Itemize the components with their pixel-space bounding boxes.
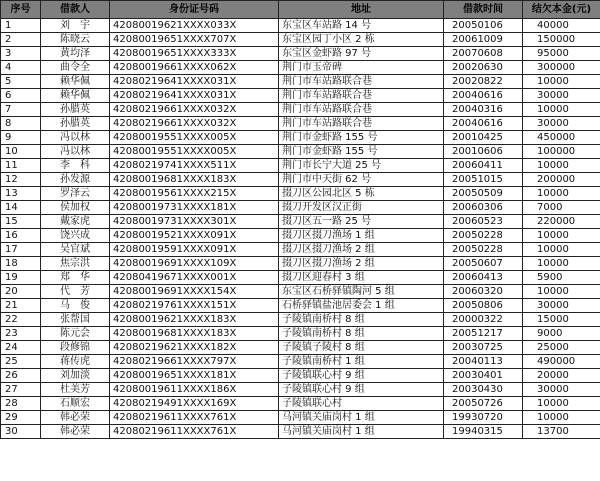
cell-address: 荆门市金虾路 155 号 — [279, 145, 444, 159]
cell-id-number: 42080219611XXXX761X — [110, 425, 279, 439]
cell-borrower: 黄均泽 — [41, 47, 110, 61]
table-row — [1, 341, 600, 355]
table-row — [1, 243, 600, 257]
cell-address: 子陵镇南桥村 1 组 — [279, 355, 444, 369]
cell-loan-date: 20051217 — [444, 327, 523, 341]
cell-index: 6 — [1, 89, 41, 103]
cell-loan-date: 20030725 — [444, 341, 523, 355]
cell-index: 2 — [1, 33, 41, 47]
cell-id-number: 42080019551XXXX005X — [110, 131, 279, 145]
cell-id-number: 42080019731XXXX301X — [110, 215, 279, 229]
cell-id-number: 42080019621XXXX033X — [110, 19, 279, 33]
cell-borrower: 韩必荣 — [41, 425, 110, 439]
cell-borrower: 孙发源 — [41, 173, 110, 187]
cell-id-number: 42080019731XXXX181X — [110, 201, 279, 215]
cell-id-number: 42080219661XXXX032X — [110, 103, 279, 117]
cell-index: 30 — [1, 425, 41, 439]
cell-address: 掇刀区五一路 25 号 — [279, 215, 444, 229]
cell-id-number: 42080019651XXXX181X — [110, 369, 279, 383]
header-loan-date: 借款时间 — [444, 1, 523, 19]
cell-borrower: 曲令全 — [41, 61, 110, 75]
cell-address: 子陵镇联心村 9 组 — [279, 383, 444, 397]
cell-index: 16 — [1, 229, 41, 243]
cell-address: 子陵镇联心村 — [279, 397, 444, 411]
cell-borrower: 陈晓云 — [41, 33, 110, 47]
cell-principal: 20000 — [523, 369, 600, 383]
cell-borrower: 孙腊英 — [41, 117, 110, 131]
table-row — [1, 33, 600, 47]
table-row — [1, 103, 600, 117]
cell-index: 21 — [1, 299, 41, 313]
cell-address: 子陵镇子陵村 8 组 — [279, 341, 444, 355]
cell-index: 24 — [1, 341, 41, 355]
cell-index: 15 — [1, 215, 41, 229]
table-row — [1, 313, 600, 327]
cell-principal: 10000 — [523, 411, 600, 425]
cell-id-number: 42080219661XXXX032X — [110, 117, 279, 131]
cell-id-number: 42080219641XXXX031X — [110, 89, 279, 103]
cell-borrower: 赖华佩 — [41, 75, 110, 89]
cell-id-number: 42080019691XXXX154X — [110, 285, 279, 299]
cell-id-number: 42080019691XXXX109X — [110, 257, 279, 271]
cell-principal: 5900 — [523, 271, 600, 285]
table-row — [1, 411, 600, 425]
table-row — [1, 397, 600, 411]
cell-address: 子陵镇南桥村 8 组 — [279, 313, 444, 327]
cell-principal: 40000 — [523, 19, 600, 33]
cell-loan-date: 20020822 — [444, 75, 523, 89]
cell-id-number: 42080019651XXXX707X — [110, 33, 279, 47]
cell-principal: 30000 — [523, 89, 600, 103]
cell-index: 1 — [1, 19, 41, 33]
table-row — [1, 131, 600, 145]
cell-loan-date: 20060411 — [444, 159, 523, 173]
table-row — [1, 145, 600, 159]
cell-borrower: 饶兴成 — [41, 229, 110, 243]
cell-borrower: 杜美芳 — [41, 383, 110, 397]
table-row — [1, 229, 600, 243]
cell-loan-date: 20060523 — [444, 215, 523, 229]
cell-borrower: 刘加淡 — [41, 369, 110, 383]
cell-principal: 10000 — [523, 397, 600, 411]
cell-index: 4 — [1, 61, 41, 75]
cell-id-number: 42080019551XXXX005X — [110, 145, 279, 159]
cell-address: 荆门市车站路联合巷 — [279, 89, 444, 103]
table-row — [1, 271, 600, 285]
cell-loan-date: 20050726 — [444, 397, 523, 411]
table-row — [1, 61, 600, 75]
cell-index: 3 — [1, 47, 41, 61]
table-row — [1, 117, 600, 131]
cell-address: 荆门市中天街 62 号 — [279, 173, 444, 187]
cell-borrower: 郑 华 — [41, 271, 110, 285]
cell-index: 9 — [1, 131, 41, 145]
cell-address: 掇刀区公园北区 5 栋 — [279, 187, 444, 201]
table-header-row — [1, 1, 600, 19]
cell-loan-date: 20020630 — [444, 61, 523, 75]
cell-loan-date: 20000322 — [444, 313, 523, 327]
cell-principal: 30000 — [523, 383, 600, 397]
cell-borrower: 罗泽云 — [41, 187, 110, 201]
cell-principal: 150000 — [523, 33, 600, 47]
cell-borrower: 侯加权 — [41, 201, 110, 215]
table-body — [1, 19, 600, 439]
cell-index: 10 — [1, 145, 41, 159]
cell-principal: 10000 — [523, 103, 600, 117]
cell-address: 子陵镇南桥村 8 组 — [279, 327, 444, 341]
cell-borrower: 马 俊 — [41, 299, 110, 313]
cell-borrower: 冯以林 — [41, 145, 110, 159]
cell-principal: 10000 — [523, 159, 600, 173]
table-row — [1, 215, 600, 229]
cell-index: 17 — [1, 243, 41, 257]
cell-borrower: 陈元会 — [41, 327, 110, 341]
cell-loan-date: 20050106 — [444, 19, 523, 33]
cell-index: 8 — [1, 117, 41, 131]
cell-principal: 10000 — [523, 285, 600, 299]
cell-address: 东宝区石桥驿镇陶河 5 组 — [279, 285, 444, 299]
cell-loan-date: 19930720 — [444, 411, 523, 425]
table-row — [1, 47, 600, 61]
cell-index: 19 — [1, 271, 41, 285]
cell-id-number: 42080219661XXXX797X — [110, 355, 279, 369]
header-address: 地址 — [279, 1, 444, 19]
cell-loan-date: 20060413 — [444, 271, 523, 285]
cell-loan-date: 20050509 — [444, 187, 523, 201]
cell-borrower: 段修锦 — [41, 341, 110, 355]
cell-address: 东宝区园丁小区 2 栋 — [279, 33, 444, 47]
cell-index: 13 — [1, 187, 41, 201]
table-row — [1, 201, 600, 215]
cell-index: 20 — [1, 285, 41, 299]
cell-address: 石桥驿镇盐池居委会 1 组 — [279, 299, 444, 313]
cell-loan-date: 20050228 — [444, 229, 523, 243]
cell-borrower: 李 科 — [41, 159, 110, 173]
cell-index: 25 — [1, 355, 41, 369]
cell-borrower: 焦宗洪 — [41, 257, 110, 271]
cell-id-number: 42080219621XXXX182X — [110, 341, 279, 355]
cell-loan-date: 20030430 — [444, 383, 523, 397]
cell-address: 子陵镇联心村 9 组 — [279, 369, 444, 383]
cell-loan-date: 20040316 — [444, 103, 523, 117]
cell-principal: 15000 — [523, 313, 600, 327]
cell-index: 18 — [1, 257, 41, 271]
cell-borrower: 戴家虎 — [41, 215, 110, 229]
cell-id-number: 42080019591XXXX091X — [110, 243, 279, 257]
cell-index: 14 — [1, 201, 41, 215]
cell-id-number: 42080019611XXXX186X — [110, 383, 279, 397]
cell-principal: 100000 — [523, 145, 600, 159]
table-row — [1, 75, 600, 89]
cell-id-number: 42080019521XXXX091X — [110, 229, 279, 243]
cell-loan-date: 20050607 — [444, 257, 523, 271]
cell-address: 掇刀开发区汉正街 — [279, 201, 444, 215]
cell-id-number: 42080019651XXXX333X — [110, 47, 279, 61]
cell-address: 掇刀区掇刀渔场 2 组 — [279, 243, 444, 257]
cell-index: 5 — [1, 75, 41, 89]
cell-address: 马河镇关庙岗村 1 组 — [279, 425, 444, 439]
cell-address: 马河镇关庙岗村 1 组 — [279, 411, 444, 425]
cell-principal: 10000 — [523, 75, 600, 89]
cell-loan-date: 20050806 — [444, 299, 523, 313]
cell-principal: 200000 — [523, 173, 600, 187]
cell-index: 28 — [1, 397, 41, 411]
table-row — [1, 327, 600, 341]
cell-loan-date: 20040616 — [444, 89, 523, 103]
cell-loan-date: 20040616 — [444, 117, 523, 131]
cell-borrower: 刘 宇 — [41, 19, 110, 33]
cell-principal: 25000 — [523, 341, 600, 355]
cell-principal: 30000 — [523, 299, 600, 313]
cell-id-number: 42080019661XXXX062X — [110, 61, 279, 75]
cell-principal: 7000 — [523, 201, 600, 215]
cell-borrower: 吴官斌 — [41, 243, 110, 257]
cell-borrower: 赖华佩 — [41, 89, 110, 103]
header-index: 序号 — [1, 1, 41, 19]
cell-index: 7 — [1, 103, 41, 117]
cell-loan-date: 20010425 — [444, 131, 523, 145]
cell-principal: 13700 — [523, 425, 600, 439]
cell-loan-date: 20051015 — [444, 173, 523, 187]
header-principal: 结欠本金(元) — [523, 1, 600, 19]
cell-id-number: 42080019681XXXX183X — [110, 327, 279, 341]
cell-loan-date: 20050228 — [444, 243, 523, 257]
table-row — [1, 299, 600, 313]
table-row — [1, 369, 600, 383]
cell-address: 荆门市车站路联合巷 — [279, 117, 444, 131]
cell-principal: 10000 — [523, 243, 600, 257]
table-row — [1, 285, 600, 299]
cell-principal: 490000 — [523, 355, 600, 369]
table-row — [1, 355, 600, 369]
table-row — [1, 187, 600, 201]
cell-principal: 300000 — [523, 61, 600, 75]
cell-principal: 10000 — [523, 187, 600, 201]
cell-address: 东宝区金虾路 97 号 — [279, 47, 444, 61]
cell-loan-date: 20070608 — [444, 47, 523, 61]
cell-principal: 220000 — [523, 215, 600, 229]
cell-borrower: 石顺宏 — [41, 397, 110, 411]
table-row — [1, 383, 600, 397]
table-row — [1, 19, 600, 33]
cell-id-number: 42080019621XXXX183X — [110, 313, 279, 327]
table-row — [1, 159, 600, 173]
cell-borrower: 韩必荣 — [41, 411, 110, 425]
cell-loan-date: 20030401 — [444, 369, 523, 383]
cell-id-number: 42080019681XXXX183X — [110, 173, 279, 187]
cell-principal: 10000 — [523, 257, 600, 271]
cell-id-number: 42080219761XXXX151X — [110, 299, 279, 313]
cell-borrower: 代 芳 — [41, 285, 110, 299]
cell-principal: 9000 — [523, 327, 600, 341]
cell-loan-date: 20010606 — [444, 145, 523, 159]
cell-address: 东宝区车站路 14 号 — [279, 19, 444, 33]
cell-id-number: 42080219741XXXX511X — [110, 159, 279, 173]
cell-principal: 30000 — [523, 117, 600, 131]
cell-loan-date: 20040113 — [444, 355, 523, 369]
cell-address: 荆门市玉帝碑 — [279, 61, 444, 75]
cell-principal: 450000 — [523, 131, 600, 145]
cell-address: 荆门市长宁大道 25 号 — [279, 159, 444, 173]
header-borrower: 借款人 — [41, 1, 110, 19]
cell-loan-date: 19940315 — [444, 425, 523, 439]
cell-id-number: 42080419671XXXX001X — [110, 271, 279, 285]
cell-address: 荆门市金虾路 155 号 — [279, 131, 444, 145]
cell-principal: 10000 — [523, 229, 600, 243]
cell-index: 26 — [1, 369, 41, 383]
cell-index: 22 — [1, 313, 41, 327]
cell-principal: 95000 — [523, 47, 600, 61]
cell-index: 23 — [1, 327, 41, 341]
cell-loan-date: 20060320 — [444, 285, 523, 299]
cell-address: 荆门市车站路联合巷 — [279, 103, 444, 117]
table-row — [1, 425, 600, 439]
cell-address: 荆门市车站路联合巷 — [279, 75, 444, 89]
cell-borrower: 冯以林 — [41, 131, 110, 145]
cell-borrower: 蒋传虎 — [41, 355, 110, 369]
table-row — [1, 257, 600, 271]
cell-address: 掇刀区掇刀渔场 2 组 — [279, 257, 444, 271]
cell-index: 29 — [1, 411, 41, 425]
cell-id-number: 42080219491XXXX169X — [110, 397, 279, 411]
cell-loan-date: 20061009 — [444, 33, 523, 47]
cell-borrower: 孙腊英 — [41, 103, 110, 117]
table-row — [1, 173, 600, 187]
cell-borrower: 张帮国 — [41, 313, 110, 327]
cell-id-number: 42080219611XXXX761X — [110, 411, 279, 425]
cell-id-number: 42080019561XXXX215X — [110, 187, 279, 201]
header-id-number: 身份证号码 — [110, 1, 279, 19]
cell-index: 27 — [1, 383, 41, 397]
cell-id-number: 42080219641XXXX031X — [110, 75, 279, 89]
cell-index: 11 — [1, 159, 41, 173]
table-row — [1, 89, 600, 103]
cell-address: 掇刀区迎春村 3 组 — [279, 271, 444, 285]
cell-address: 掇刀区掇刀渔场 1 组 — [279, 229, 444, 243]
cell-index: 12 — [1, 173, 41, 187]
cell-loan-date: 20060306 — [444, 201, 523, 215]
